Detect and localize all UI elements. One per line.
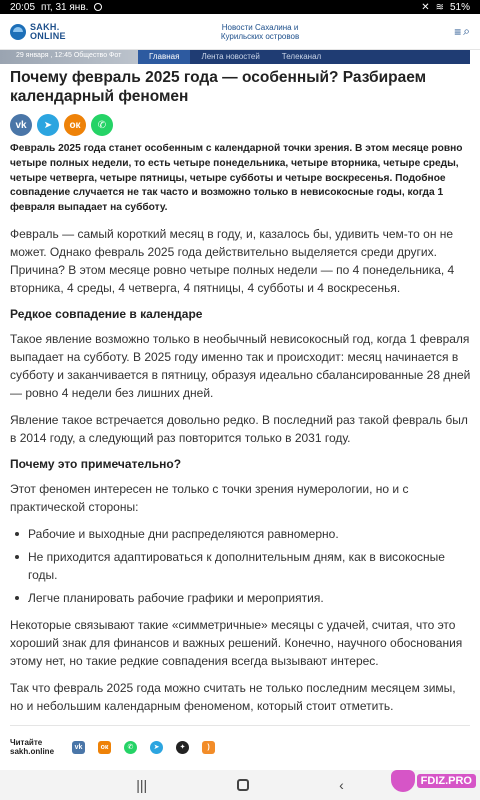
tab-news-feed[interactable]: Лента новостей [201,52,260,61]
back-button[interactable]: ‹ [339,777,344,793]
follow-telegram-icon[interactable]: ➤ [150,741,163,754]
share-telegram-button[interactable] [37,114,59,136]
list-item: Легче планировать рабочие графики и мероприятия. [10,589,472,607]
follow-whatsapp-icon[interactable]: ✆ [124,741,137,754]
tab-tv-channel[interactable]: Телеканал [281,52,322,61]
notification-icon [94,3,102,11]
logo-line1: SAKH. [30,21,60,32]
recents-button[interactable]: ||| [136,777,148,793]
share-vk-button[interactable] [10,114,32,136]
status-time: 20:05 [10,1,36,13]
search-icon: ⌕ [463,24,470,38]
list-item: Рабочие и выходные дни распределяются равномерно. [10,525,472,543]
logo-line2: ONLINE [30,30,66,41]
watermark-text: FDIZ.PRO [417,774,476,788]
wifi-icon: ≋ [435,1,444,13]
telegram-icon: ➤ [43,119,53,131]
ok-icon: ок [69,119,81,131]
vk-icon: vk [15,119,27,131]
article-meta: 29 января , 12:45 Общество Фот [16,52,122,59]
site-nav-tabs [138,50,470,64]
article [10,68,472,724]
whatsapp-icon: ✆ [97,119,107,131]
article-paragraph: Такое явление возможно только в необычный невисокосный год, когда 1 февраля выпадает на субботу. В 2025 году именно так и происходит: месяц начинается в субботу и заканчивается в пятницу, образуя идеально сбалансированные 28 дней — ровно 4 недели без лишних дней. [10,331,471,400]
share-whatsapp-button[interactable] [91,114,113,136]
article-lead: Февраль 2025 года станет особенным с календарной точки зрения. В этом месяце ровно четыре полных недели, то есть четыре понедельника, четыре вторника, четыре среды, четыре четверга, четыре пятницы, четыре субботы и четыре воскресенья. Подобное совпадение случается не так часто и возможно только в невисокосные годы, когда 1 февраля выпадает на субботу. [10,143,463,214]
share-ok-button[interactable] [64,114,86,136]
article-subheading: Почему это примечательно? [10,456,182,471]
watermark-logo-icon [391,770,415,792]
divider [10,725,470,726]
article-bullet-list [10,525,472,607]
hamburger-icon: ≡ [454,24,462,39]
site-logo[interactable] [10,23,66,41]
article-paragraph: Этот феномен интересен не только с точки зрения нумерологии, но и с практической стороны: [10,481,409,514]
menu-button[interactable] [454,24,470,39]
follow-rss-icon[interactable]: ) [202,741,215,754]
follow-ok-icon[interactable]: ок [98,741,111,754]
article-title: Почему февраль 2025 года — особенный? Разбираем календарный феномен [10,69,427,105]
home-button[interactable] [237,779,249,791]
tab-main[interactable]: Главная [138,50,190,64]
status-bar [0,0,480,14]
follow-label: Читайте sakh.online [10,738,55,756]
article-paragraph: Так что февраль 2025 года можно считать не только последним месяцем зимы, но и небольшим календарным феноменом, который стоит отметить. [10,680,456,713]
follow-block [10,738,470,756]
site-header [0,14,480,50]
list-item: Не приходится адаптироваться к дополнительным дням, как в високосные годы. [10,548,472,584]
follow-icons [72,741,215,754]
follow-vk-icon[interactable]: vk [72,741,85,754]
follow-dzen-icon[interactable]: ✦ [176,741,189,754]
status-date: пт, 31 янв. [41,1,89,13]
article-paragraph: Явление такое встречается довольно редко. В последний раз такой февраль был в 2014 году, а следующий раз повторится только в 2031 году. [10,412,468,445]
mute-icon: ✕ [421,1,430,13]
site-tagline: Новости Сахалина и Курильских островов [220,22,300,41]
article-subheading: Редкое совпадение в календаре [10,306,203,321]
logo-icon [10,24,26,40]
article-paragraph: Некоторые связывают такие «симметричные» месяцы с удачей, считая, что это хороший знак для финансов и важных решений. Конечно, научного обоснования этому нет, но такие редкие совпадения всегда вызывают интерес. [10,617,463,668]
share-buttons [10,114,472,136]
battery-level: 51% [449,1,470,13]
watermark [391,770,476,792]
article-paragraph: Февраль — самый короткий месяц в году, и, казалось бы, удивить чем-то он не может. Однако февраль 2025 года действительно выделяется среди других. Причина? В этом месяце ровно четыре полных недели — по 4 понедельника, 4 вторника, 4 среды, 4 четверга, 4 пятницы, 4 субботы и 4 воскресенья. [10,226,455,295]
